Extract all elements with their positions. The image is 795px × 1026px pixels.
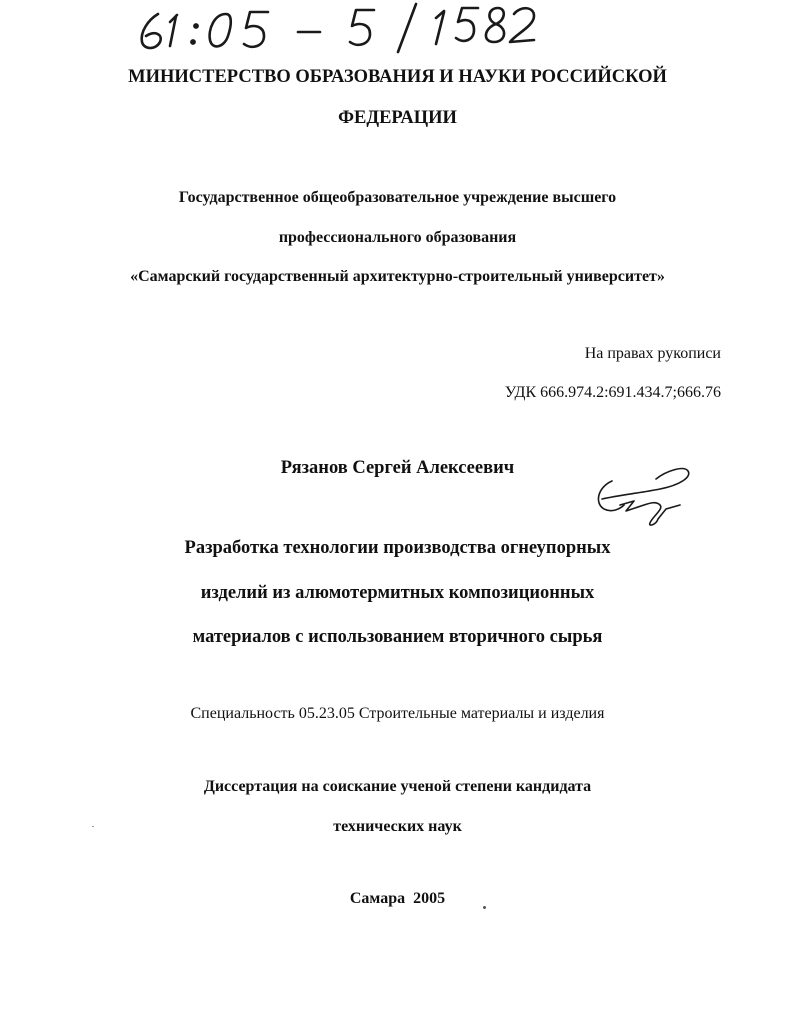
degree-line-2: технических наук xyxy=(333,818,462,835)
ministry-line-2: ФЕДЕРАЦИИ xyxy=(338,108,457,128)
degree-line-1: Диссертация на соискание ученой степени кандидата xyxy=(203,778,592,795)
institution-line-1: Государственное общеобразовательное учреждение высшего xyxy=(178,189,617,206)
scan-speck-small xyxy=(92,826,94,827)
specialty-line: Специальность 05.23.05 Строительные материалы и изделия xyxy=(190,705,605,722)
author-signature xyxy=(590,465,700,527)
institution-line-2: профессионального образования xyxy=(278,229,517,246)
scan-speck xyxy=(483,906,486,909)
handwritten-archive-number xyxy=(130,0,550,56)
author-name: Рязанов Сергей Алексеевич xyxy=(280,458,515,478)
manuscript-note: На правах рукописи xyxy=(584,345,721,362)
ministry-line-1: МИНИСТЕРСТВО ОБРАЗОВАНИЯ И НАУКИ РОССИЙСКОЙ xyxy=(128,67,667,87)
thesis-title-line-3: материалов с использованием вторичного сырья xyxy=(192,627,603,647)
udk-code: УДК 666.974.2:691.434.7;666.76 xyxy=(504,384,721,401)
thesis-title-line-1: Разработка технологии производства огнеупорных xyxy=(184,538,611,558)
thesis-title-line-2: изделий из алюмотермитных композиционных xyxy=(200,583,595,603)
institution-line-3: «Самарский государственный архитектурно-строительный университет» xyxy=(130,268,665,285)
city-year: Самара 2005 xyxy=(349,890,446,907)
